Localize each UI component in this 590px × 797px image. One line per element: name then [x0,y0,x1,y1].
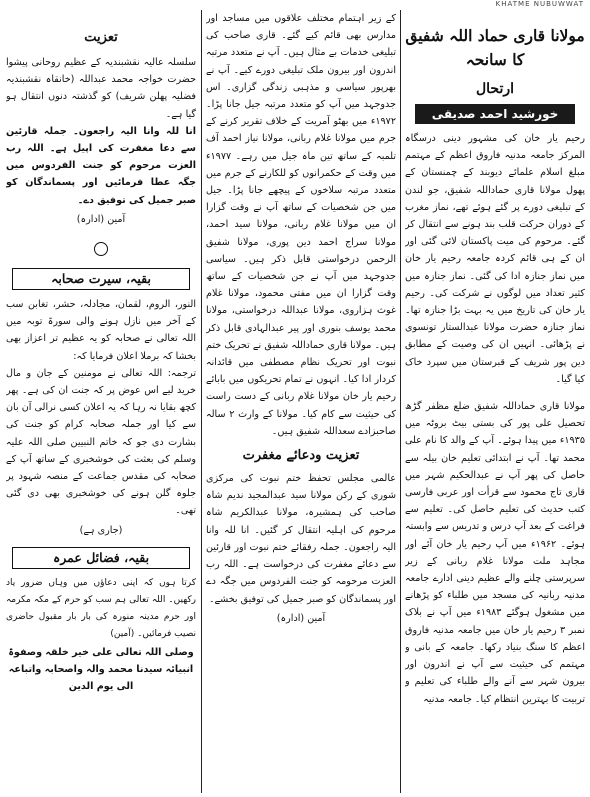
middle-column [206,10,396,793]
taziyat-paragraph-2: انا للہ وانا الیہ راجعون۔ جملہ قارئین سے دعا مغفرت کی اپیل ہے۔ اللہ رب العزت مرحوم کو جنت الفردوس میں جگہ عطا فرمائیں اور پسماندگان کو صبر جمیل کی توفیق دے۔ [6,125,196,206]
circle-ornament-icon [94,242,108,256]
author-byline: خورشید احمد صدیقی [415,104,575,124]
fazail-umrah-box-title: بقیہ، فضائل عمرہ [12,547,190,569]
right-column [405,10,585,793]
taziyat-sign: آمین (ادارہ) [76,213,126,225]
column-divider [201,10,202,793]
article-paragraph-2: مولانا قاری حماداللہ شفیق ضلع مظفر گڑھ تحصیل علی پور کی بستی بیٹ بروٹہ میں ۱۹۳۵ء میں پیدا ہوئے۔ آپ کے والد کا نام علی محمد تھا۔ آپ نے ابتدائی تعلیم خان بیلہ سے حاصل کی پھر آپ نے عبدالحکیم شہر میں قاری تاج محمود سے قرأت اور عربی فارسی کتب حدیث کی تعلیم حاصل کی۔ تعلیم سے فراغت کے بعد آپ درس و تدریس سے وابستہ ہوئے۔ ۱۹۶۲ء میں آپ رحیم یار خان آئے اور مجاہد ملت مولانا غلام ربانی کے زیر سرپرستی چلنے والے عظیم دینی ادارے جامعہ مدنیہ ربانیہ کی مسجد میں طلباء کو پڑھانے میں مشغول ہوگئے ۱۹۸۳ء میں آپ نے بلاک نمبر ۳ رحیم یار خان میں جامعہ مدنیہ فاروق اعظم کا سنگ بنیاد رکھا۔ جامعہ کے بانی و مہتمم کی حیثیت سے آپ نے اندرون اور بیرون شہر سے آنے والے طلباء کی تعلیم و تربیت کا بہترین انتظام کیا۔ جامعہ مدنیہ [405,401,585,705]
masthead: KHATME NUBUWWAT [495,0,584,8]
taziyat-paragraph: سلسلہ عالیہ نقشبندیہ کے عظیم روحانی پیشوا حضرت خواجہ محمد عبداللہ (خانقاہ نقشبندیہ فضلیہ پھلن شریف) کو گذشتہ دنوں انتقال ہو گیا ہے۔ [6,57,196,120]
column-divider [400,10,401,793]
article-title: مولانا قاری حماد اللہ شفیق کا سانحہ [405,26,585,69]
seerat-paragraph-1: النور، الروم، لقمان، مجادلہ، حشر، تغابن سب کے آخر میں نازل ہونے والی سورۃ توبہ میں اللہ تعالی نے صحابہ کو یہ عظیم تر اعزاز بھی بخشا کہ برملا اعلان فرمایا کہ: [6,299,196,362]
continued-label: (جاری ہے) [79,524,123,536]
seerat-sahaba-box-title: بقیہ، سیرت صحابہ [12,268,190,290]
seerat-paragraph-2: ترجمہ: اللہ تعالی نے مومنین کے جان و مال خرید لیے اس عوض پر کہ جنت ان کی ہے۔ پھر کچھ بقایا نہ رہا کہ یہ اعلان کسی نرالی آن بان سے کیا اور جملہ صحابہ کرام کو جنت کی بشارت دی جو کہ خاتم النبیین صلی اللہ علیہ وسلم کی بعثت کی خوشخبری کے ساتھ آپ کے صحابہ کی مقدس جماعت کے منصہ شہود پر جلوہ گلن ہونے کی خوشخبری بھی دی گئی تھی۔ [6,367,196,517]
left-column [6,10,196,793]
article-continuation: کے زیر اہتمام مختلف علاقوں میں مساجد اور مدارس بھی قائم کیے گئے۔ قاری صاحب کی تبلیغی خدمات بے مثال ہیں۔ آپ نے متعدد مرتبہ اندرون اور بیرون ملک تبلیغی دورے کیے۔ آپ نے بھرپور سیاسی و مذہبی زندگی گزاری۔ اس جدوجہد میں آپ کو متعدد مرتبہ جیل جانا پڑا۔ ۱۹۷۲ء میں بھٹو آمریت کے خلاف تقریر کرنے کے جرم میں مولانا غلام ربانی، مولانا نیاز احمد آف تلمبہ کے ساتھ تین ماہ جیل میں رہے۔ ۱۹۷۷ء میں وقت کے حکمرانوں کو للکارنے کے جرم میں متعدد مرتبہ سلاخوں کے پیچھے جانا پڑا۔ جیل میں جن شخصیات کے ساتھ آپ نے وقت گزارا ان میں مولانا غلام ربانی، مولانا سید احمد، مولانا سراج احمد دین پوری، مولانا شفیق الرحمن درخواستی قابل ذکر ہیں۔ سیاسی جدوجہد میں آپ نے جن شخصیات کے ساتھ وقت گزارا ان میں مفتی محمود، مولانا غلام غوث ہزاروی، مولانا عبداللہ درخواستی، مولانا محمد یوسف بنوری اور پیر عبدالہادی قابل ذکر ہیں۔ مولانا قاری حماداللہ شفیق نے تحریک ختم نبوت اور تحریک نظام مصطفی میں قائدانہ کردار ادا کیا۔ انہوں نے تمام تحریکوں میں بابائے رحیم یار خان مولانا غلام ربانی کے دست راست کی حیثیت سے کام کیا۔ مولانا کے وارث ۲ سالہ صاحبزادے سعداللہ شفیق ہیں۔ [206,13,396,437]
closing-dua: وصلی اللہ تعالی علی خیر خلقہ وصفوۃ انبیائہ سیدنا محمد والہ واصحابہ واتباعہ الی یوم الدین [8,646,194,693]
condolence-heading: تعزیت ودعائے مغفرت [242,448,360,464]
umrah-paragraph: کرتا ہوں کہ اپنی دعاؤں میں وہاں ضرور یاد رکھیں۔ اللہ تعالی ہم سب کو حرم کے مکہ مکرمہ اور حرم مدینہ منورہ کی بار بار مقبول حاضری نصیب فرمائیں۔ (آمین) [6,577,196,640]
article-paragraph-1: رحیم یار خان کی مشہور دینی درسگاہ المرکز جامعہ مدنیہ فاروق اعظم کے مہتمم مبلغ اسلام علمائے دیوبند کے چمنستان کے پھول مولانا قاری حماداللہ شفیق، جو لندن کے تبلیغی دورے پر گئے ہوئے تھے، نماز مغرب کے دوران حرکت قلب بند ہونے سے انتقال کر گئے۔ مرحوم کی میت پاکستان لائی گئی اور ان کے ہی قائم کردہ جامعہ رحیم یار خان میں نماز جنازہ ادا کی گئی۔ نماز جنازہ میں کثیر تعداد میں لوگوں نے شرکت کی۔ رحیم یار خان کی تاریخ میں یہ بہت بڑا جنازہ تھا۔ نماز جنازہ حضرت مولانا عبدالستار تونسوی نے پڑھائی۔ انہیں ان کی وصیت کے مطابق دین پور شریف کے قبرستان میں سپرد خاک کیا گیا۔ [405,133,585,385]
article-subtitle: ارتحال [475,81,515,97]
taziyat-heading: تعزیت [84,30,118,45]
condolence-sign: آمین (ادارہ) [276,612,326,624]
condolence-paragraph: عالمی مجلس تحفظ ختم نبوت کی مرکزی شوری کے رکن مولانا سید عبدالمجید ندیم شاہ صاحب کی ہمشیرہ، مولانا عبدالکریم شاہ مرحوم کی اہلیہ انتقال کر گئیں۔ انا للہ وانا الیہ راجعون۔ جملہ رفقائے ختم نبوت اور قارئین سے دعائے مغفرت کی درخواست ہے۔ اللہ رب العزت مرحومہ کو جنت الفردوس میں جگہ دے اور پسماندگان کو صبر جمیل کی توفیق بخشے۔ [206,473,396,605]
